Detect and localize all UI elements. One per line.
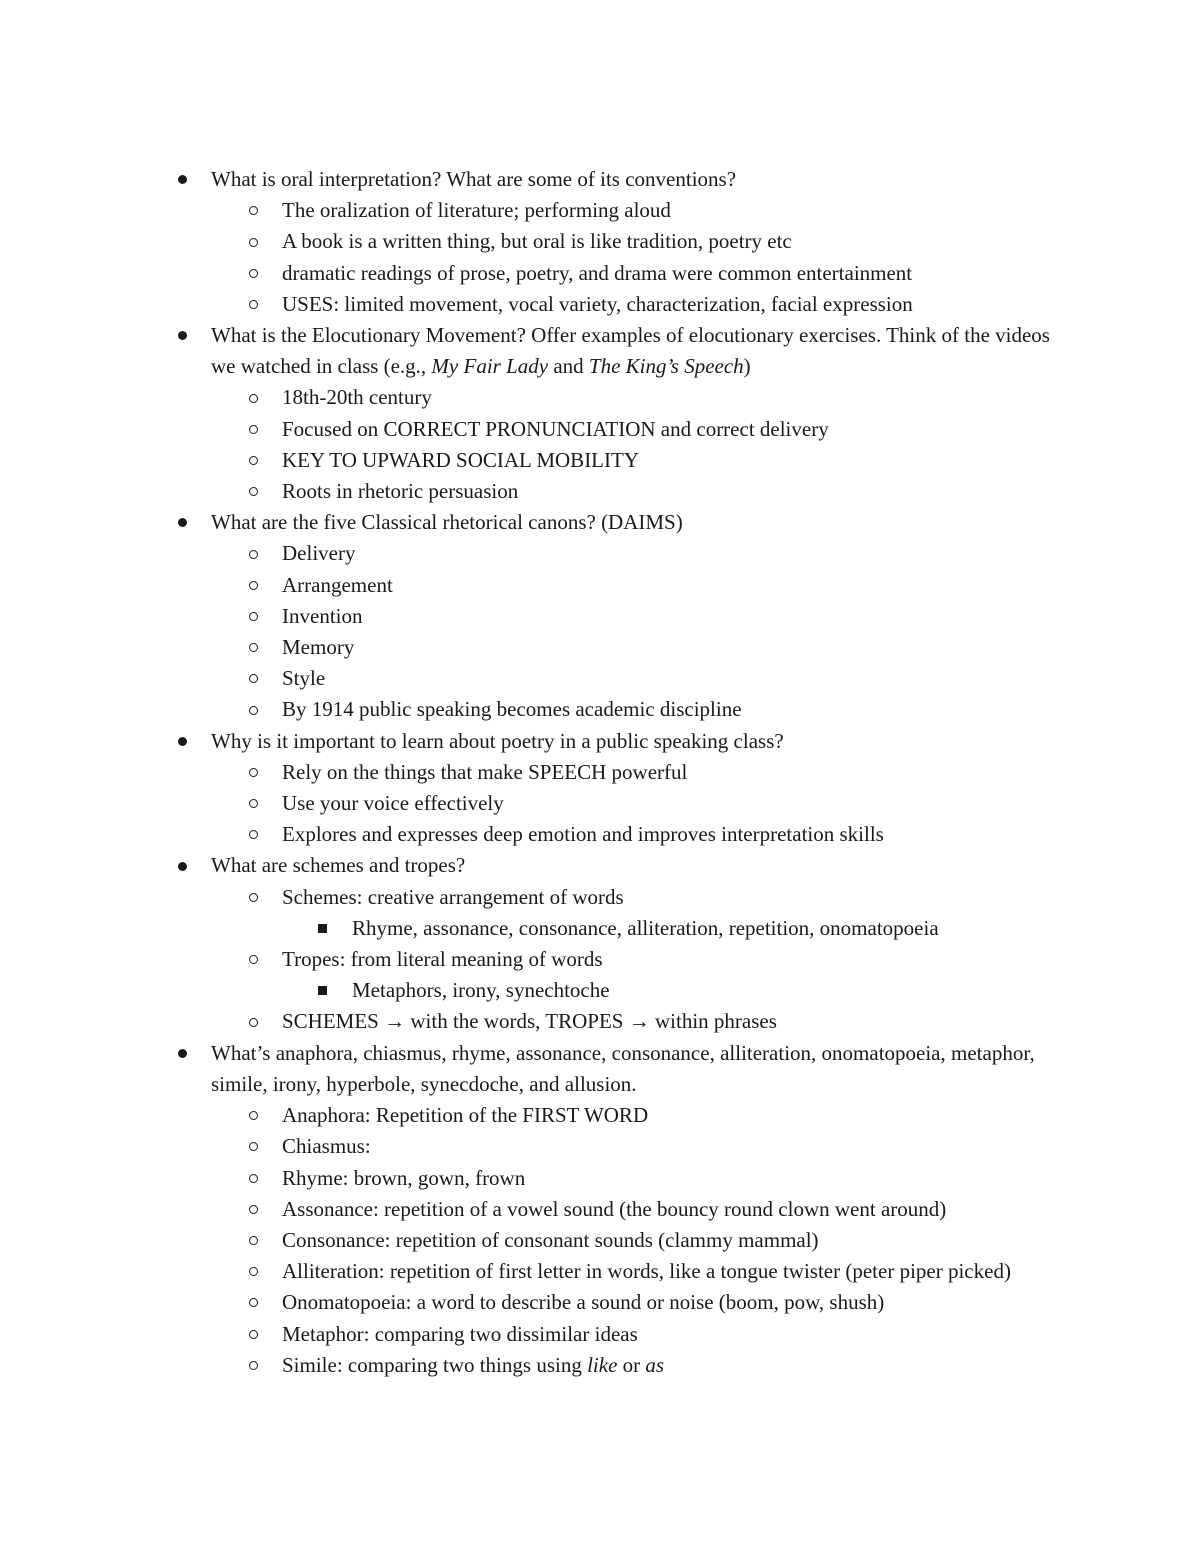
- bullet-marker: [318, 913, 327, 944]
- answer-item: [0, 819, 1200, 850]
- filled-bullet-icon: [178, 175, 187, 184]
- answer-item: [0, 258, 1200, 289]
- hollow-circle-bullet-icon: [249, 612, 258, 621]
- item-text: 18th-20th century: [282, 385, 432, 410]
- hollow-circle-bullet-icon: [249, 550, 258, 559]
- bullet-marker: [249, 1006, 258, 1037]
- item-text: Chiasmus:: [282, 1134, 371, 1159]
- answer-item: [0, 289, 1200, 320]
- bullet-marker: [249, 382, 258, 413]
- question-item: [0, 164, 1200, 195]
- bullet-marker: [249, 1131, 258, 1162]
- answer-item: [0, 476, 1200, 507]
- bullet-marker: [249, 226, 258, 257]
- italic-text: The King’s Speech: [588, 354, 744, 379]
- item-text: and: [548, 354, 589, 379]
- answer-item: [0, 414, 1200, 445]
- item-text: SCHEMES → with the words, TROPES → within phrases: [282, 1009, 777, 1034]
- item-text: Explores and expresses deep emotion and improves interpretation skills: [282, 822, 884, 847]
- item-text: What is oral interpretation? What are some of its conventions?: [211, 167, 737, 191]
- item-text: dramatic readings of prose, poetry, and drama were common entertainment: [282, 260, 913, 285]
- answer-item: [0, 1256, 1200, 1287]
- bullet-marker: [178, 320, 187, 351]
- item-text: Schemes: creative arrangement of words: [282, 884, 624, 909]
- hollow-circle-bullet-icon: [249, 1267, 258, 1276]
- bullet-marker: [249, 1163, 258, 1194]
- item-text: Use your voice effectively: [282, 791, 504, 816]
- answer-item: [0, 1131, 1200, 1162]
- square-bullet-icon: [318, 986, 327, 995]
- bullet-marker: [249, 632, 258, 663]
- hollow-circle-bullet-icon: [249, 674, 258, 683]
- italic-text: like: [587, 1352, 618, 1377]
- item-text: Focused on CORRECT PRONUNCIATION and correct delivery: [282, 416, 829, 441]
- item-text: Memory: [282, 635, 355, 660]
- bullet-marker: [249, 819, 258, 850]
- bullet-marker: [249, 258, 258, 289]
- answer-item: [0, 601, 1200, 632]
- answer-item: [0, 1100, 1200, 1131]
- answer-item: [0, 445, 1200, 476]
- bullet-marker: [249, 882, 258, 913]
- bullet-marker: [249, 1100, 258, 1131]
- bullet-marker: [249, 601, 258, 632]
- item-text: Rely on the things that make SPEECH powerful: [282, 759, 688, 784]
- answer-item: [0, 1350, 1200, 1381]
- item-text: Metaphor: comparing two dissimilar ideas: [282, 1321, 638, 1346]
- italic-text: My Fair Lady: [431, 354, 549, 379]
- bullet-marker: [249, 694, 258, 725]
- answer-item: [0, 1006, 1200, 1037]
- hollow-circle-bullet-icon: [249, 206, 258, 215]
- bullet-marker: [249, 289, 258, 320]
- item-text: What is the Elocutionary Movement? Offer examples of elocutionary exercises. Think of the videos we watched in class (e.g.,: [211, 323, 1050, 379]
- filled-bullet-icon: [178, 518, 187, 527]
- bullet-marker: [249, 663, 258, 694]
- bullet-marker: [249, 414, 258, 445]
- item-text: Invention: [282, 603, 363, 628]
- hollow-circle-bullet-icon: [249, 1142, 258, 1151]
- answer-item: [0, 570, 1200, 601]
- hollow-circle-bullet-icon: [249, 238, 258, 247]
- filled-bullet-icon: [178, 1049, 187, 1058]
- item-text: or: [617, 1352, 646, 1377]
- hollow-circle-bullet-icon: [249, 487, 258, 496]
- item-text: The oralization of literature; performing aloud: [282, 198, 671, 223]
- answer-item: [0, 757, 1200, 788]
- item-text: Delivery: [282, 541, 356, 566]
- hollow-circle-bullet-icon: [249, 269, 258, 278]
- hollow-circle-bullet-icon: [249, 830, 258, 839]
- sub-answer-item: [0, 913, 1200, 944]
- item-text: What are the five Classical rhetorical canons? (DAIMS): [211, 510, 683, 535]
- question-item: [0, 1038, 1200, 1100]
- answer-item: [0, 538, 1200, 569]
- hollow-circle-bullet-icon: [249, 768, 258, 777]
- answer-item: [0, 226, 1200, 257]
- bullet-marker: [178, 850, 187, 881]
- filled-bullet-icon: [178, 331, 187, 340]
- hollow-circle-bullet-icon: [249, 1174, 258, 1183]
- bullet-marker: [249, 944, 258, 975]
- hollow-circle-bullet-icon: [249, 1298, 258, 1307]
- item-text: Rhyme: brown, gown, frown: [282, 1165, 526, 1190]
- item-text: Alliteration: repetition of first letter in words, like a tongue twister (peter piper picked): [282, 1259, 1011, 1284]
- hollow-circle-bullet-icon: [249, 799, 258, 808]
- item-text: Anaphora: Repetition of the FIRST WORD: [282, 1103, 649, 1128]
- item-text: Why is it important to learn about poetry in a public speaking class?: [211, 728, 784, 753]
- filled-bullet-icon: [178, 737, 187, 746]
- item-text: Onomatopoeia: a word to describe a sound or noise (boom, pow, shush): [282, 1290, 885, 1315]
- bullet-marker: [249, 1225, 258, 1256]
- bullet-marker: [178, 507, 187, 538]
- hollow-circle-bullet-icon: [249, 643, 258, 652]
- hollow-circle-bullet-icon: [249, 300, 258, 309]
- hollow-circle-bullet-icon: [249, 955, 258, 964]
- question-item: [0, 507, 1200, 538]
- item-text: By 1914 public speaking becomes academic discipline: [282, 697, 742, 722]
- item-text: Arrangement: [282, 572, 393, 597]
- square-bullet-icon: [318, 924, 327, 933]
- question-item: [0, 850, 1200, 881]
- bullet-marker: [249, 1194, 258, 1225]
- answer-item: [0, 944, 1200, 975]
- answer-item: [0, 1287, 1200, 1318]
- bullet-marker: [249, 1350, 258, 1381]
- answer-item: [0, 1225, 1200, 1256]
- item-text: A book is a written thing, but oral is like tradition, poetry etc: [282, 229, 792, 254]
- bullet-marker: [318, 975, 327, 1006]
- item-text: USES: limited movement, vocal variety, characterization, facial expression: [282, 291, 913, 316]
- item-text: Assonance: repetition of a vowel sound (the bouncy round clown went around): [282, 1196, 947, 1221]
- bullet-outline: [0, 164, 1200, 1381]
- answer-item: [0, 1319, 1200, 1350]
- hollow-circle-bullet-icon: [249, 1236, 258, 1245]
- italic-text: as: [645, 1352, 665, 1377]
- answer-item: [0, 632, 1200, 663]
- filled-bullet-icon: [178, 862, 187, 871]
- item-text: Metaphors, irony, synechtoche: [352, 978, 610, 1003]
- hollow-circle-bullet-icon: [249, 425, 258, 434]
- hollow-circle-bullet-icon: [249, 1330, 258, 1339]
- bullet-marker: [249, 538, 258, 569]
- item-text: Consonance: repetition of consonant sounds (clammy mammal): [282, 1227, 819, 1252]
- item-text: Roots in rhetoric persuasion: [282, 479, 519, 504]
- bullet-marker: [249, 570, 258, 601]
- bullet-marker: [178, 726, 187, 757]
- item-text: What’s anaphora, chiasmus, rhyme, assonance, consonance, alliteration, onomatopoeia, metaphor, simile, irony, hyperbole, synecdoche, and allusion.: [211, 1040, 1035, 1096]
- sub-answer-item: [0, 975, 1200, 1006]
- item-text: Style: [282, 666, 326, 691]
- answer-item: [0, 195, 1200, 226]
- bullet-marker: [249, 195, 258, 226]
- hollow-circle-bullet-icon: [249, 581, 258, 590]
- answer-item: [0, 788, 1200, 819]
- item-text: KEY TO UPWARD SOCIAL MOBILITY: [282, 447, 639, 472]
- bullet-marker: [249, 788, 258, 819]
- answer-item: [0, 694, 1200, 725]
- question-item: [0, 320, 1200, 382]
- bullet-marker: [249, 476, 258, 507]
- answer-item: [0, 882, 1200, 913]
- hollow-circle-bullet-icon: [249, 1361, 258, 1370]
- hollow-circle-bullet-icon: [249, 456, 258, 465]
- question-item: [0, 726, 1200, 757]
- answer-item: [0, 663, 1200, 694]
- hollow-circle-bullet-icon: [249, 893, 258, 902]
- answer-item: [0, 382, 1200, 413]
- hollow-circle-bullet-icon: [249, 1018, 258, 1027]
- bullet-marker: [249, 1319, 258, 1350]
- bullet-marker: [249, 1256, 258, 1287]
- bullet-marker: [178, 164, 187, 195]
- bullet-marker: [249, 757, 258, 788]
- item-text: Tropes: from literal meaning of words: [282, 947, 603, 972]
- hollow-circle-bullet-icon: [249, 394, 258, 403]
- item-text: What are schemes and tropes?: [211, 853, 466, 878]
- item-text: Rhyme, assonance, consonance, alliteration, repetition, onomatopoeia: [352, 915, 939, 940]
- bullet-marker: [249, 445, 258, 476]
- item-text: Simile: comparing two things using: [282, 1352, 588, 1377]
- answer-item: [0, 1194, 1200, 1225]
- bullet-marker: [178, 1038, 187, 1069]
- hollow-circle-bullet-icon: [249, 1111, 258, 1120]
- hollow-circle-bullet-icon: [249, 1205, 258, 1214]
- item-text: ): [743, 354, 751, 379]
- hollow-circle-bullet-icon: [249, 706, 258, 715]
- bullet-marker: [249, 1287, 258, 1318]
- answer-item: [0, 1163, 1200, 1194]
